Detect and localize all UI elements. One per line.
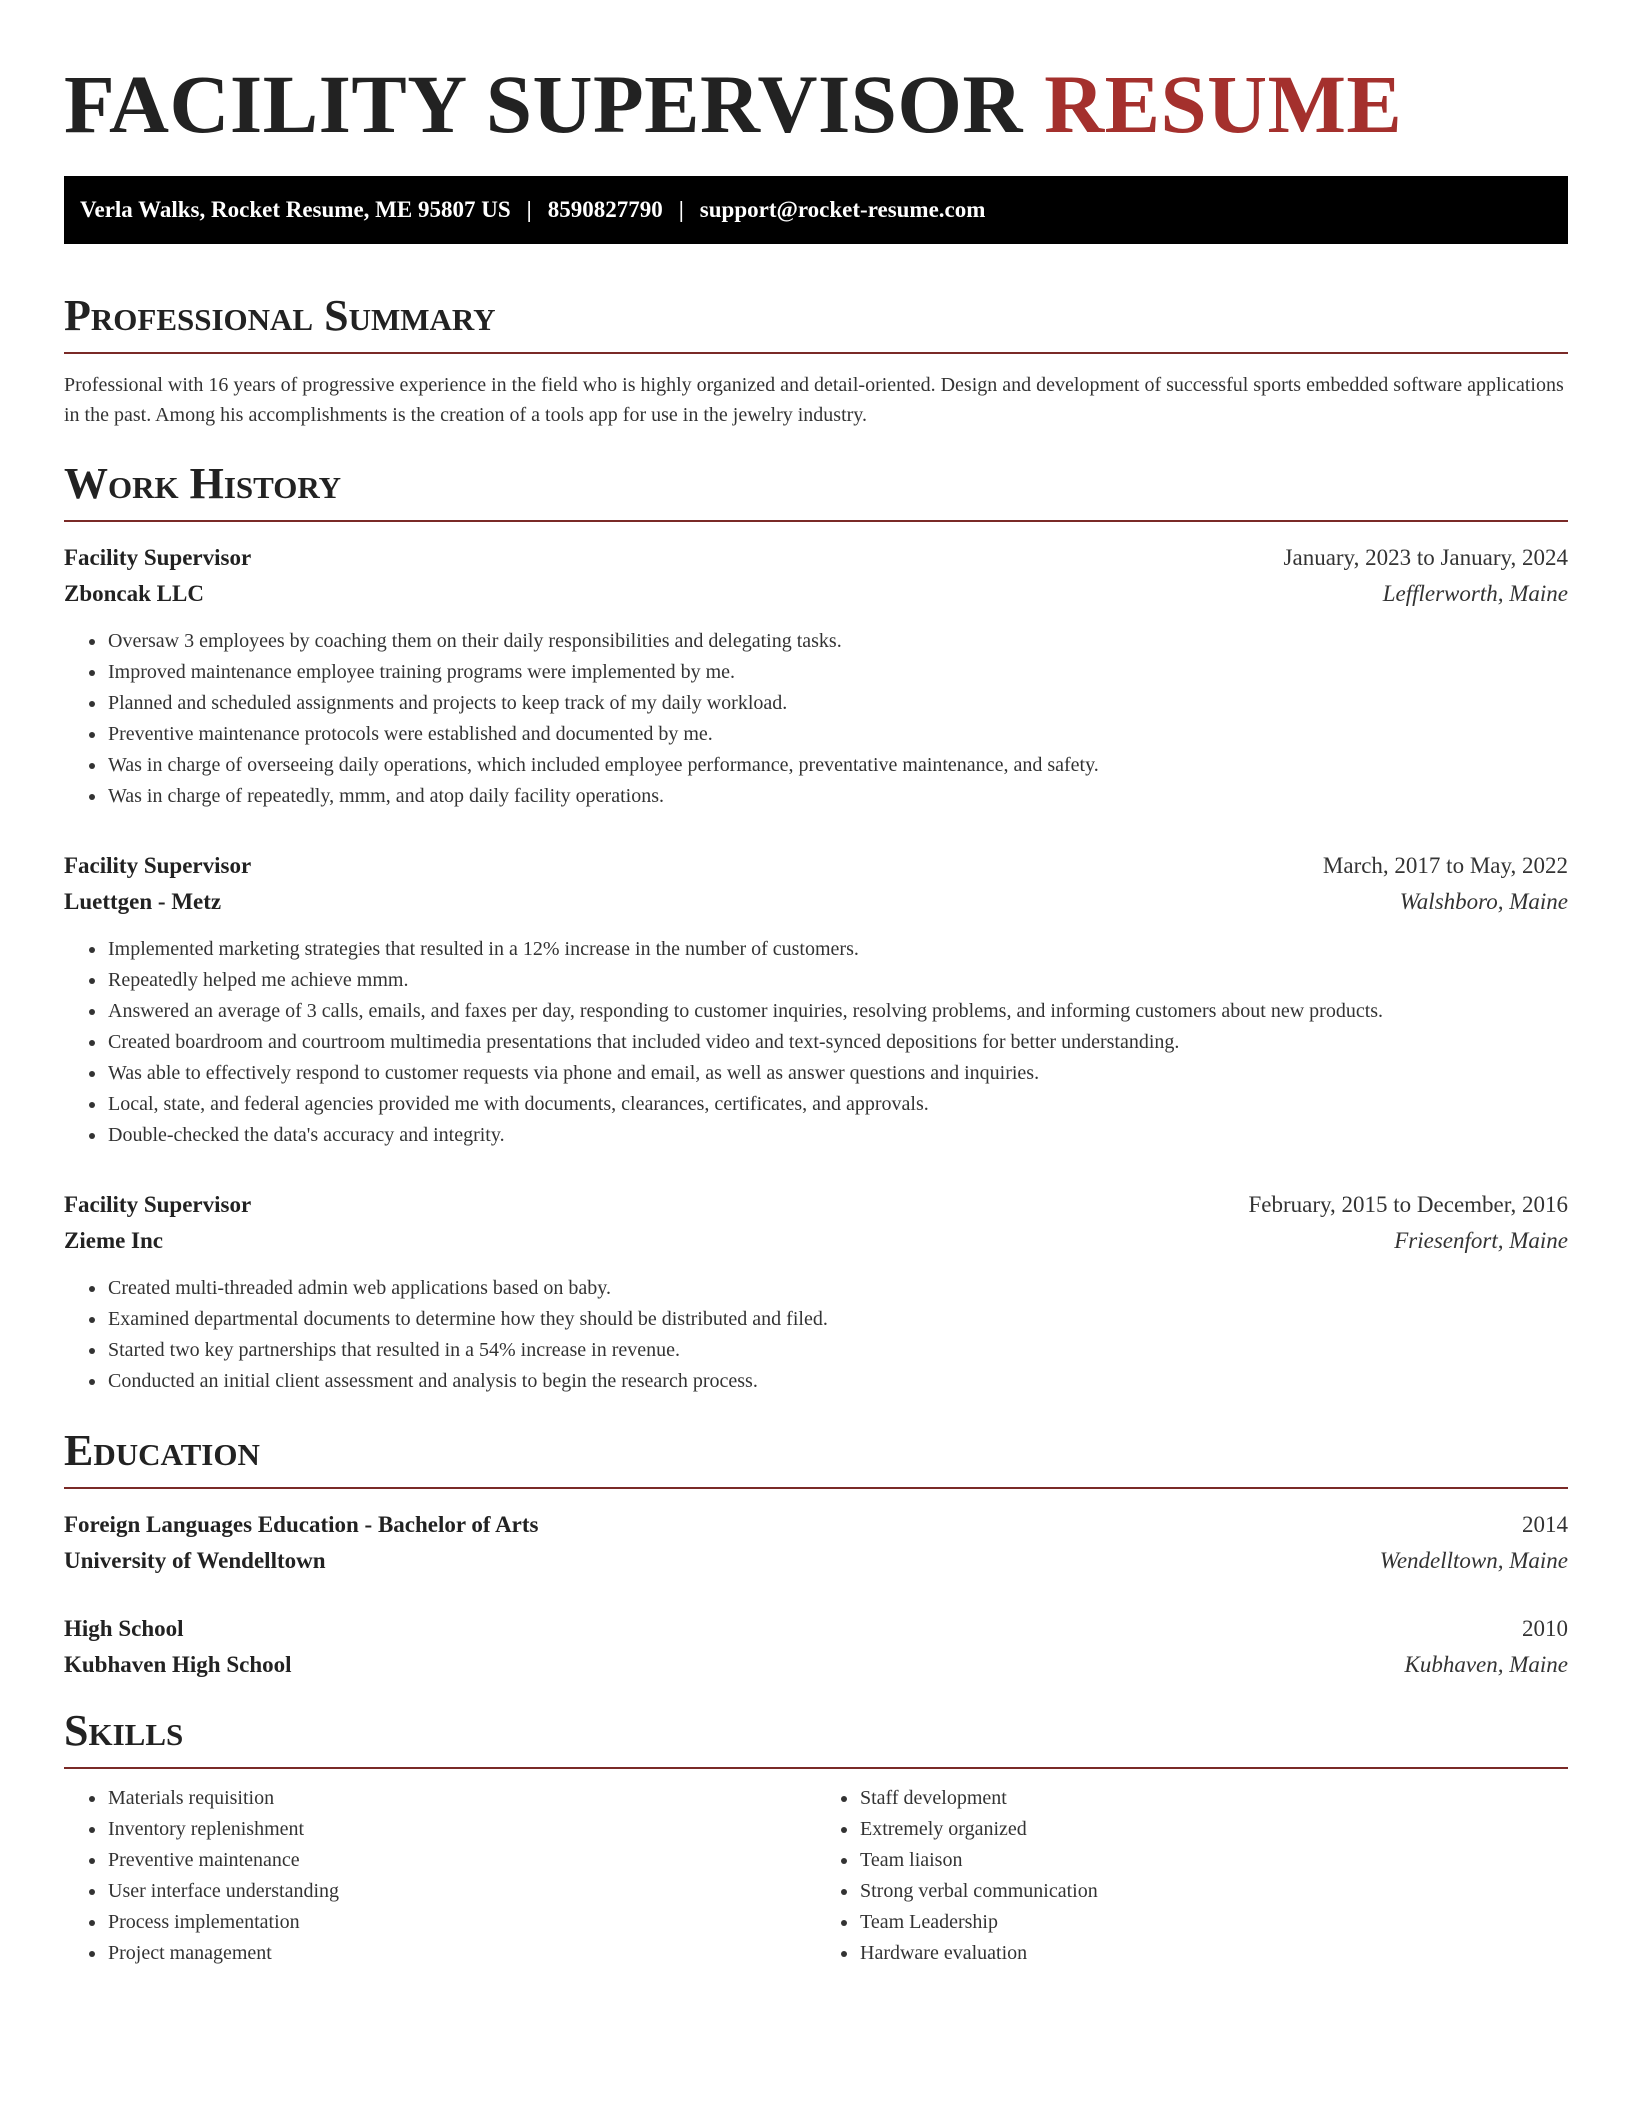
- education-subheader: [64, 1543, 1568, 1579]
- job-location: Walshboro, Maine: [1399, 889, 1568, 914]
- job-bullet: • Created multi-threaded admin web applications based on baby.: [107, 1273, 1568, 1304]
- skill-item: • Hardware evaluation: [859, 1938, 1568, 1969]
- summary-section: [64, 290, 1568, 430]
- resume-title: [64, 56, 1568, 152]
- job-bullets: [64, 626, 1568, 812]
- job-entry: [64, 540, 1568, 812]
- contact-email[interactable]: support@rocket-resume.com: [699, 197, 986, 222]
- skills-column-left: [64, 1783, 816, 1969]
- education-subheader: [64, 1647, 1568, 1683]
- job-bullet: • Was in charge of overseeing daily operations, which included employee performance, preventative maintenance, and safety.: [107, 750, 1568, 781]
- skill-item: • Preventive maintenance: [107, 1845, 816, 1876]
- education-degree: High School: [64, 1616, 184, 1641]
- skill-item: • Process implementation: [107, 1907, 816, 1938]
- education-degree: Foreign Languages Education - Bachelor of Arts: [64, 1512, 539, 1537]
- title-main: FACILITY SUPERVISOR: [64, 58, 1023, 150]
- education-entry: [64, 1611, 1568, 1683]
- job-bullet: • Improved maintenance employee training programs were implemented by me.: [107, 657, 1568, 688]
- job-dates: January, 2023 to January, 2024: [1283, 545, 1568, 570]
- job-bullet: • Was in charge of repeatedly, mmm, and atop daily facility operations.: [107, 781, 1568, 812]
- education-location: Wendelltown, Maine: [1379, 1548, 1568, 1573]
- skill-item: • Staff development: [859, 1783, 1568, 1814]
- job-header: [64, 540, 1568, 576]
- contact-address: Verla Walks, Rocket Resume, ME 95807 US: [80, 197, 511, 222]
- skill-item: • User interface understanding: [107, 1876, 816, 1907]
- skill-item: • Team Leadership: [859, 1907, 1568, 1938]
- job-bullet: • Conducted an initial client assessment and analysis to begin the research process.: [107, 1366, 1568, 1397]
- education-heading: Education: [64, 1425, 1568, 1489]
- skill-item: • Extremely organized: [859, 1814, 1568, 1845]
- job-title: Facility Supervisor: [64, 853, 252, 878]
- summary-heading: Professional Summary: [64, 290, 1568, 354]
- job-bullet: • Planned and scheduled assignments and projects to keep track of my daily workload.: [107, 688, 1568, 719]
- job-header: [64, 848, 1568, 884]
- job-bullet: • Double-checked the data's accuracy and integrity.: [107, 1120, 1568, 1151]
- job-title: Facility Supervisor: [64, 545, 252, 570]
- job-location: Friesenfort, Maine: [1394, 1228, 1568, 1253]
- job-subheader: [64, 884, 1568, 920]
- contact-separator: |: [526, 197, 532, 222]
- education-school: University of Wendelltown: [64, 1548, 326, 1573]
- job-subheader: [64, 1223, 1568, 1259]
- skills-heading: Skills: [64, 1705, 1568, 1769]
- education-location: Kubhaven, Maine: [1404, 1652, 1568, 1677]
- skills-section: [64, 1705, 1568, 1969]
- education-year: 2010: [1522, 1616, 1568, 1641]
- contact-separator: |: [678, 197, 684, 222]
- job-dates: March, 2017 to May, 2022: [1322, 853, 1568, 878]
- job-bullet: • Local, state, and federal agencies provided me with documents, clearances, certificates, and approvals.: [107, 1089, 1568, 1120]
- skills-columns: [64, 1783, 1568, 1969]
- education-header: [64, 1611, 1568, 1647]
- job-bullet: • Started two key partnerships that resulted in a 54% increase in revenue.: [107, 1335, 1568, 1366]
- skill-item: • Team liaison: [859, 1845, 1568, 1876]
- education-header: [64, 1507, 1568, 1543]
- title-accent: RESUME: [1044, 58, 1403, 150]
- skill-item: • Materials requisition: [107, 1783, 816, 1814]
- education-year: 2014: [1522, 1512, 1568, 1537]
- job-dates: February, 2015 to December, 2016: [1248, 1192, 1568, 1217]
- job-bullet: • Repeatedly helped me achieve mmm.: [107, 965, 1568, 996]
- skill-item: • Project management: [107, 1938, 816, 1969]
- work-heading: Work History: [64, 458, 1568, 522]
- job-entry: [64, 1187, 1568, 1397]
- contact-bar: [64, 176, 1568, 244]
- job-location: Lefflerworth, Maine: [1382, 581, 1568, 606]
- education-section: [64, 1425, 1568, 1683]
- job-bullet: • Preventive maintenance protocols were established and documented by me.: [107, 719, 1568, 750]
- job-bullet: • Answered an average of 3 calls, emails, and faxes per day, responding to customer inquiries, resolving problems, and informing customers about new products.: [107, 996, 1568, 1027]
- job-bullet: • Oversaw 3 employees by coaching them on their daily responsibilities and delegating tasks.: [107, 626, 1568, 657]
- job-company: Luettgen - Metz: [64, 889, 222, 914]
- skill-item: • Inventory replenishment: [107, 1814, 816, 1845]
- job-title: Facility Supervisor: [64, 1192, 252, 1217]
- job-header: [64, 1187, 1568, 1223]
- job-company: Zboncak LLC: [64, 581, 204, 606]
- summary-text: Professional with 16 years of progressive experience in the field who is highly organized and detail-oriented. Design and development of successful sports embedded software applications in the past. Among his accomplishments is the creation of a tools app for use in the jewelry industry.: [64, 374, 1564, 426]
- education-school: Kubhaven High School: [64, 1652, 292, 1677]
- skills-column-right: [816, 1783, 1568, 1969]
- job-bullets: [64, 1273, 1568, 1397]
- education-entry: [64, 1507, 1568, 1579]
- job-entry: [64, 848, 1568, 1151]
- job-bullet: • Created boardroom and courtroom multimedia presentations that included video and text-synced depositions for better understanding.: [107, 1027, 1568, 1058]
- job-bullet: • Was able to effectively respond to customer requests via phone and email, as well as answer questions and inquiries.: [107, 1058, 1568, 1089]
- skill-item: • Strong verbal communication: [859, 1876, 1568, 1907]
- job-subheader: [64, 576, 1568, 612]
- job-bullet: • Implemented marketing strategies that resulted in a 12% increase in the number of customers.: [107, 934, 1568, 965]
- job-bullets: [64, 934, 1568, 1151]
- job-bullet: • Examined departmental documents to determine how they should be distributed and filed.: [107, 1304, 1568, 1335]
- contact-phone: 8590827790: [547, 197, 663, 222]
- job-company: Zieme Inc: [64, 1228, 164, 1253]
- work-section: [64, 458, 1568, 1397]
